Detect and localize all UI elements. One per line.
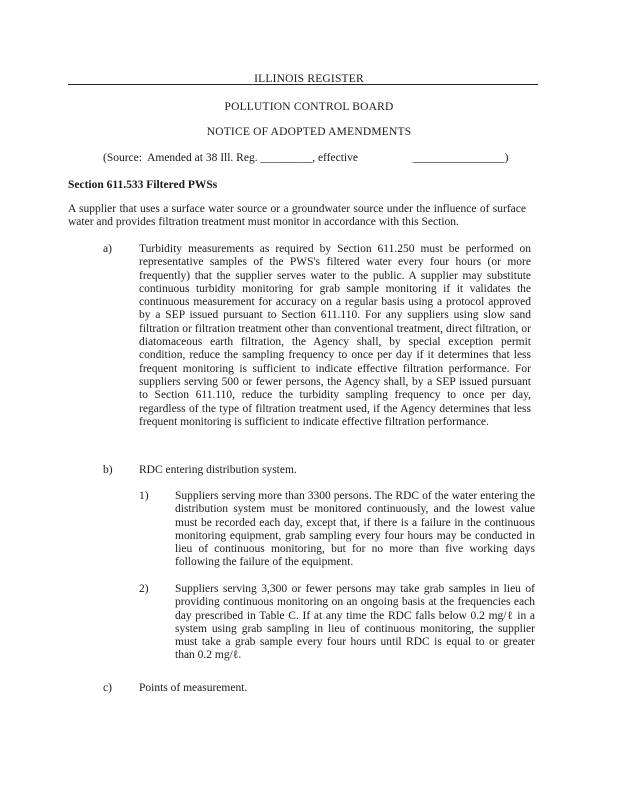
item-b-text: RDC entering distribution system. bbox=[139, 464, 297, 476]
register-title: ILLINOIS REGISTER bbox=[254, 73, 364, 85]
item-c-text: Points of measurement. bbox=[139, 682, 248, 694]
notice-title: NOTICE OF ADOPTED AMENDMENTS bbox=[206, 126, 412, 138]
item-a-text: Turbidity measurements as required by Section 611.250 must be performed on representative samples of the PWS's filtered water every four hours (or more frequently) that the supplier serves water to the public. A supplier may substitute continuous turbidity monitoring for grab sample monitoring if it validates the continuous measurement for accuracy on a regular basis using a protocol approved by a SEP issued pursuant to Section 611.110. For any suppliers using slow sand filtration or filtration treatment other than conventional treatment, direct filtration, or diatomaceous earth filtration, the Agency shall, by special exception permit condition, reduce the sampling frequency to once per day if it determines that less frequent monitoring is sufficient to indicate effective filtration performance. For suppliers serving 500 or fewer persons, the Agency shall, by a SEP issued pursuant to Section 611.110, reduce the turbidity sampling frequency to once per day, regardless of the type of filtration treatment used, if the Agency determines that less frequent monitoring is sufficient to indicate effective filtration performance. bbox=[139, 243, 531, 428]
board-title: POLLUTION CONTROL BOARD bbox=[224, 101, 394, 113]
item-b-label: b) bbox=[103, 464, 113, 476]
item-b2-label: 2) bbox=[139, 583, 149, 595]
source-note: (Source: Amended at 38 Ill. Reg. _________, effective ________________) bbox=[103, 152, 509, 164]
item-b1-text: Suppliers serving more than 3300 persons. The RDC of the water entering the distribution system must be monitored continuously, and the lowest value must be recorded each day, except that, if there is a failure in the continuous monitoring equipment, grab sampling every four hours may be conducted in lieu of continuous monitoring, but for no more than five working days following the failure of the equipment. bbox=[175, 490, 535, 569]
intro-paragraph: A supplier that uses a surface water source or a groundwater source under the influence of surface water and provides filtration treatment must monitor in accordance with this Section. bbox=[68, 203, 526, 229]
header-rule bbox=[68, 84, 538, 85]
item-b1-label: 1) bbox=[139, 490, 149, 502]
item-a-label: a) bbox=[103, 243, 112, 255]
item-c-label: c) bbox=[103, 682, 112, 694]
section-heading: Section 611.533 Filtered PWSs bbox=[68, 179, 218, 191]
item-b2-text: Suppliers serving 3,300 or fewer persons may take grab samples in lieu of providing continuous monitoring on an ongoing basis at the frequencies each day prescribed in Table C. If at any time the RDC falls below 0.2 mg/ℓ in a system using grab sampling in lieu of continuous monitoring, the supplier must take a grab sample every four hours until RDC is equal to or greater than 0.2 mg/ℓ. bbox=[175, 583, 535, 662]
